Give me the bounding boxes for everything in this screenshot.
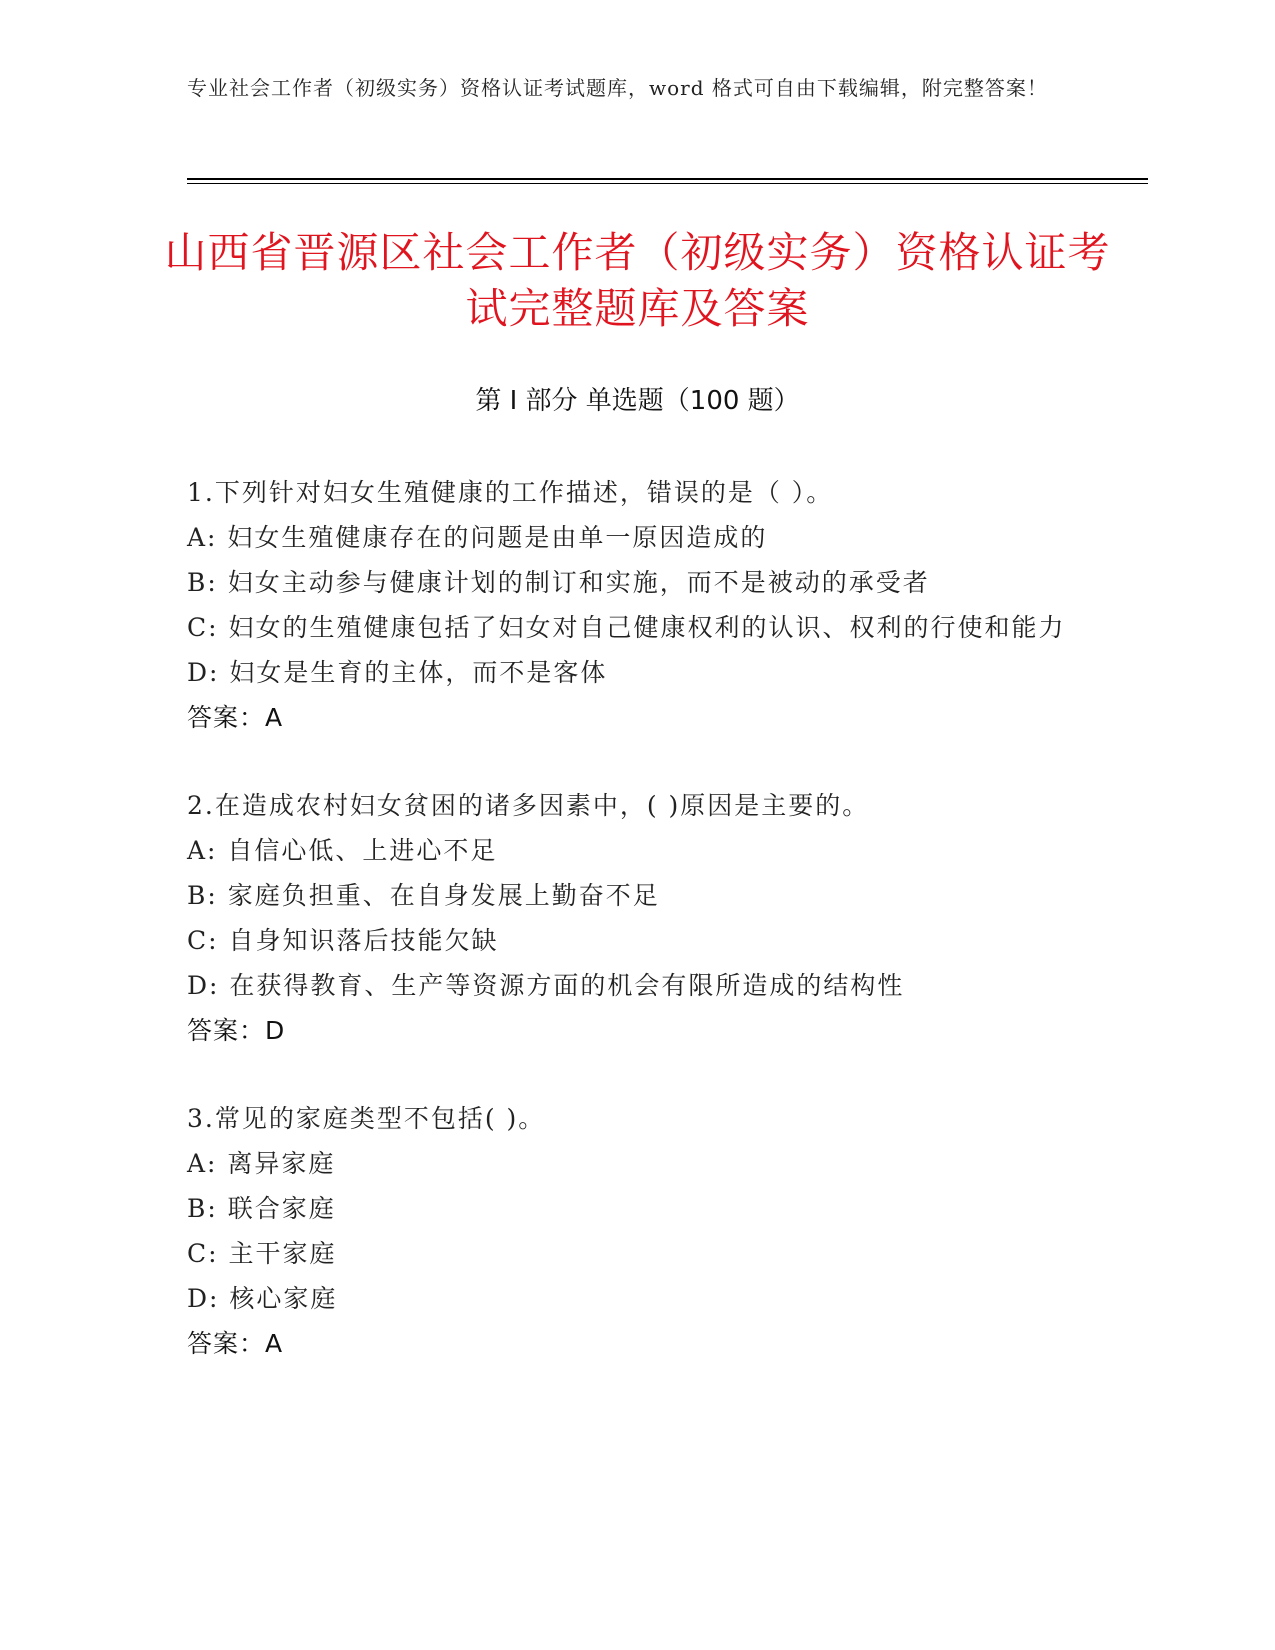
option-d: D: 核心家庭 bbox=[187, 1284, 338, 1313]
question-stem: 3.常见的家庭类型不包括( )。 bbox=[187, 1104, 546, 1133]
question-stem: 2.在造成农村妇女贫困的诸多因素中，( )原因是主要的。 bbox=[187, 791, 870, 820]
option-b: B: 联合家庭 bbox=[187, 1194, 336, 1223]
option-c: C: 自身知识落后技能欠缺 bbox=[187, 926, 499, 955]
section-title: 第 I 部分 单选题（100 题） bbox=[475, 386, 800, 416]
header-note: 专业社会工作者（初级实务）资格认证考试题库，word 格式可自由下载编辑，附完整答案！ bbox=[187, 76, 1048, 100]
option-c: C: 妇女的生殖健康包括了妇女对自己健康权利的认识、权利的行使和能力 bbox=[187, 613, 1066, 642]
option-b: B: 妇女主动参与健康计划的制订和实施，而不是被动的承受者 bbox=[187, 568, 930, 597]
option-a: A: 妇女生殖健康存在的问题是由单一原因造成的 bbox=[187, 523, 768, 552]
answer: 答案：A bbox=[187, 1329, 284, 1358]
question-item bbox=[187, 1096, 1087, 1366]
question-item bbox=[187, 783, 1087, 1053]
header-rule-thin bbox=[187, 183, 1148, 184]
option-c: C: 主干家庭 bbox=[187, 1239, 337, 1268]
document-title: 山西省晋源区社会工作者（初级实务）资格认证考试完整题库及答案 bbox=[164, 228, 1111, 333]
option-d: D: 在获得教育、生产等资源方面的机会有限所造成的结构性 bbox=[187, 971, 905, 1000]
option-a: A: 离异家庭 bbox=[187, 1149, 336, 1178]
option-a: A: 自信心低、上进心不足 bbox=[187, 836, 498, 865]
question-item bbox=[187, 470, 1087, 740]
question-stem: 1.下列针对妇女生殖健康的工作描述，错误的是（ ）。 bbox=[187, 478, 834, 507]
option-b: B: 家庭负担重、在自身发展上勤奋不足 bbox=[187, 881, 660, 910]
answer: 答案：D bbox=[187, 1016, 286, 1045]
answer: 答案：A bbox=[187, 703, 284, 732]
option-d: D: 妇女是生育的主体，而不是客体 bbox=[187, 658, 608, 687]
question-list bbox=[187, 470, 1087, 1409]
header-rule-thick bbox=[187, 178, 1148, 180]
